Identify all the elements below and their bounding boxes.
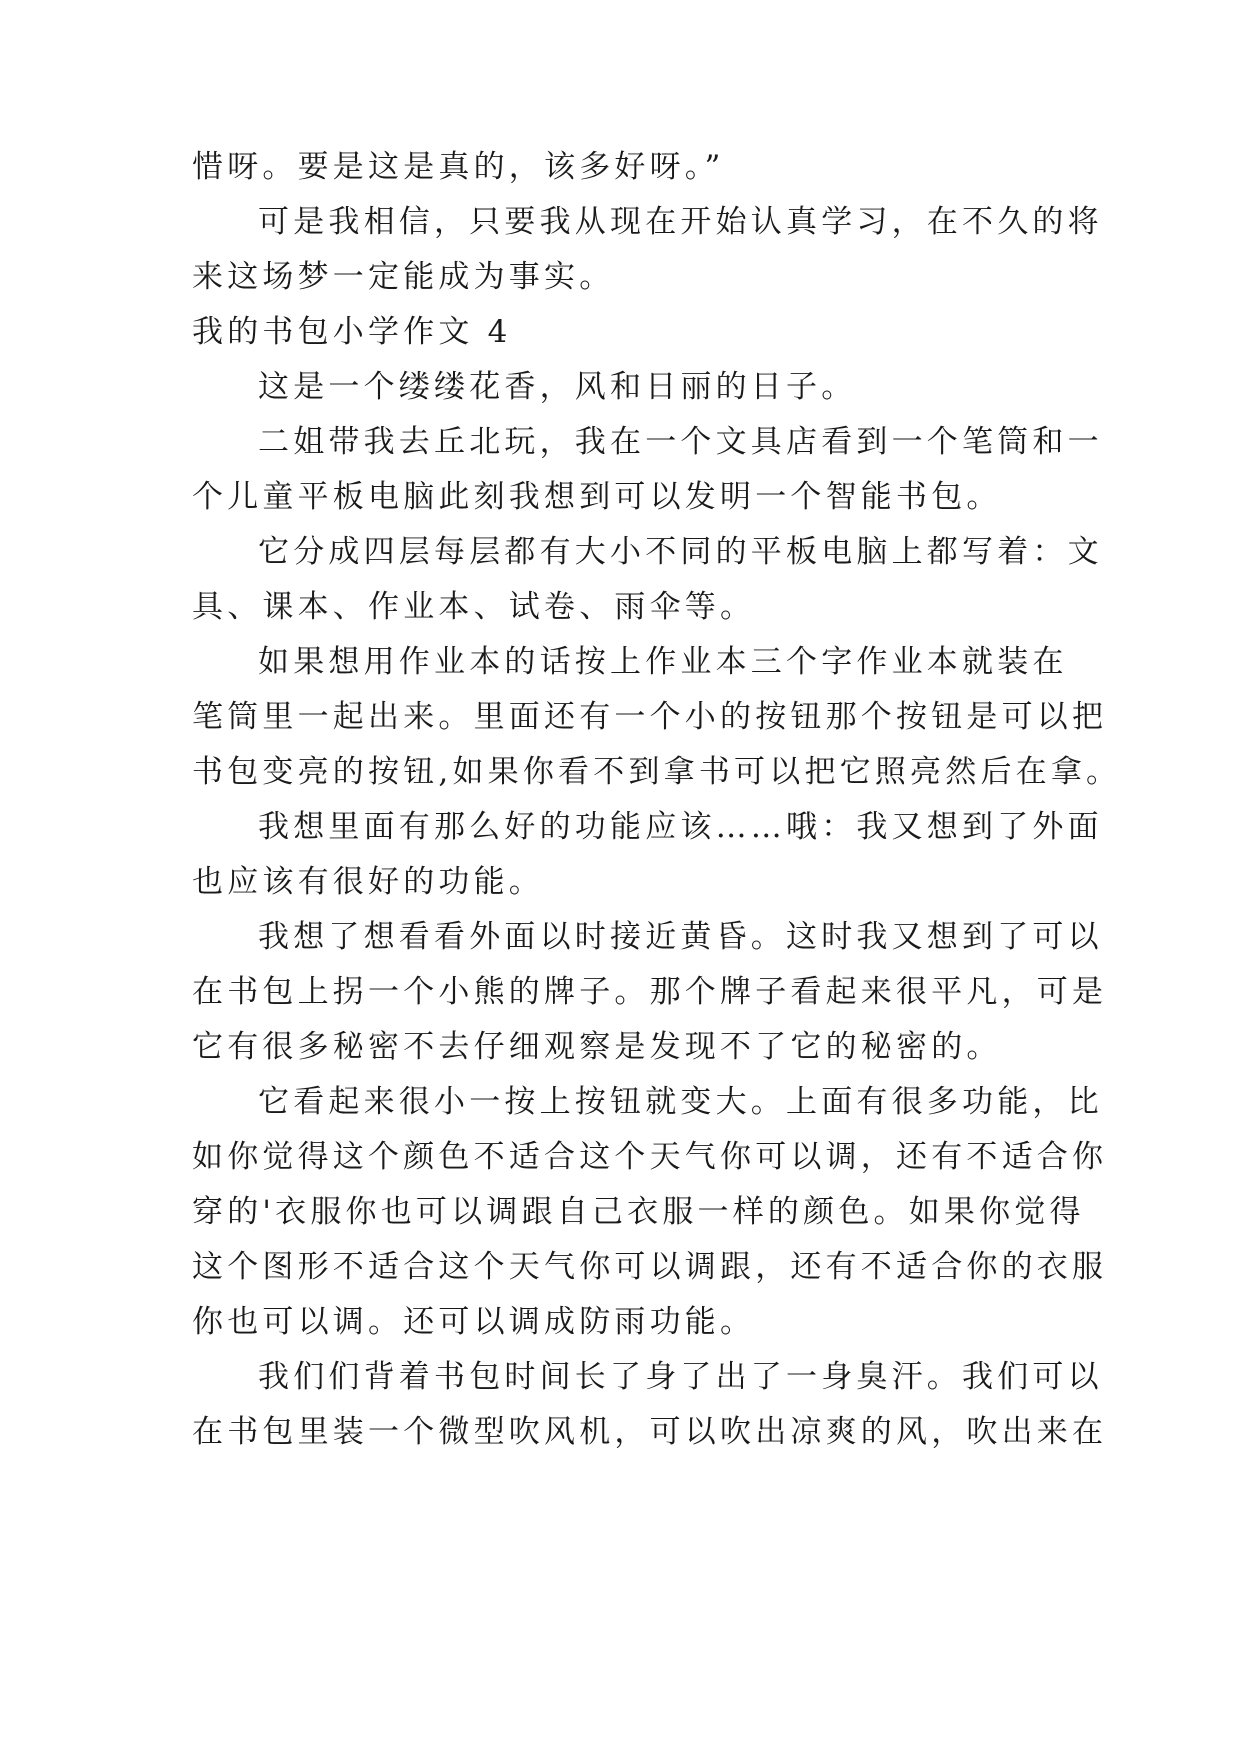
paragraph-start-line: 我想里面有那么好的功能应该……哦：我又想到了外面 [258,809,1103,845]
text-line: 书包变亮的按钮,如果你看不到拿书可以把它照亮然后在拿。 [192,754,1122,790]
section-heading: 我的书包小学作文 4 [192,314,512,350]
paragraph-start-line: 它分成四层每层都有大小不同的平板电脑上都写着：文 [258,534,1103,570]
text-line: 在书包里装一个微型吹风机，可以吹出凉爽的风，吹出来在 [192,1414,1108,1450]
text-line: 如你觉得这个颜色不适合这个天气你可以调，还有不适合你 [192,1139,1108,1175]
text-line: 这个图形不适合这个天气你可以调跟，还有不适合你的衣服 [192,1249,1108,1285]
paragraph-start-line: 这是一个缕缕花香，风和日丽的日子。 [258,369,857,405]
text-line: 笔筒里一起出来。里面还有一个小的按钮那个按钮是可以把 [192,699,1108,735]
paragraph-start-line: 二姐带我去丘北玩，我在一个文具店看到一个笔筒和一 [258,424,1103,460]
paragraph-start-line: 它看起来很小一按上按钮就变大。上面有很多功能，比 [258,1084,1103,1120]
paragraph-start-line: 我想了想看看外面以时接近黄昏。这时我又想到了可以 [258,919,1103,955]
text-line: 它有很多秘密不去仔细观察是发现不了它的秘密的。 [192,1029,1002,1065]
text-line: 来这场梦一定能成为事实。 [192,259,615,295]
document-body [192,140,1122,1460]
paragraph-start-line: 可是我相信，只要我从现在开始认真学习，在不久的将 [258,204,1103,240]
text-line: 个儿童平板电脑此刻我想到可以发明一个智能书包。 [192,479,1002,515]
paragraph-start-line: 如果想用作业本的话按上作业本三个字作业本就装在 [258,644,1068,680]
text-line: 惜呀。要是这是真的，该多好呀。” [192,149,725,185]
text-line: 也应该有很好的功能。 [192,864,544,900]
text-line: 你也可以调。还可以调成防雨功能。 [192,1304,756,1340]
paragraph-start-line: 我们们背着书包时间长了身了出了一身臭汗。我们可以 [258,1359,1103,1395]
text-line: 在书包上拐一个小熊的牌子。那个牌子看起来很平凡，可是 [192,974,1108,1010]
text-line: 穿的'衣服你也可以调跟自己衣服一样的颜色。如果你觉得 [192,1194,1085,1230]
text-line: 具、课本、作业本、试卷、雨伞等。 [192,589,756,625]
